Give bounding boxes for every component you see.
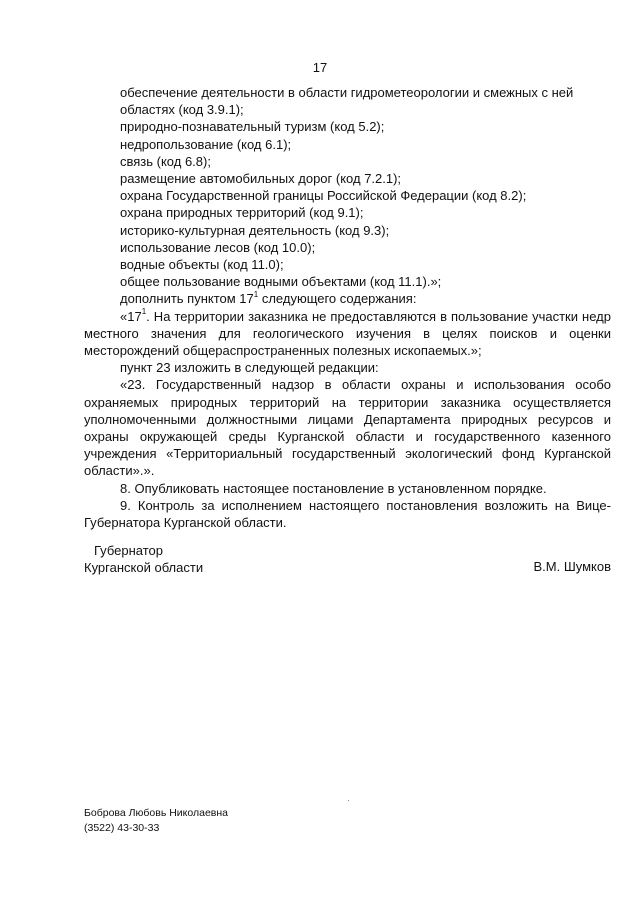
superscript: 1 <box>141 307 147 317</box>
clause-9: 9. Контроль за исполнением настоящего постановления возложить на Вице-Губернатора Курганской области. <box>84 497 611 531</box>
list-item: общее пользование водными объектами (код 11.1).»; <box>120 274 442 290</box>
superscript: 1 <box>253 290 259 300</box>
list-item: охрана природных территорий (код 9.1); <box>120 205 364 221</box>
clause-17-1 <box>84 308 611 360</box>
list-item: связь (код 6.8); <box>120 153 211 169</box>
amendment-intro-17-1 <box>84 290 611 307</box>
signature-title <box>84 542 203 576</box>
list-item: размещение автомобильных дорог (код 7.2.1); <box>120 171 402 187</box>
scan-speck <box>348 800 349 801</box>
clause-8: 8. Опубликовать настоящее постановление в установленном порядке. <box>120 480 547 496</box>
signatory-name: В.М. Шумков <box>533 559 611 574</box>
text-segment: дополнить пунктом 17 <box>120 291 254 307</box>
list-item: историко-культурная деятельность (код 9.3); <box>120 222 390 238</box>
list-item: охрана Государственной границы Российской Федерации (код 8.2); <box>120 188 527 204</box>
text-segment: следующего содержания: <box>258 291 417 307</box>
clause-23: «23. Государственный надзор в области охраны и использования особо охраняемых природных территорий на территории заказника осуществляется уполномоченными должностными лицами Департамента природных ресурсов и охраны окружающей среды Курганской области и государственного казенного учреждения «Территориальный государственный экологический фонд Курганской области».». <box>84 377 611 479</box>
document-body <box>84 84 611 531</box>
page-number: 17 <box>312 60 328 75</box>
executor-name: Боброва Любовь Николаевна <box>84 807 229 819</box>
list-item: обеспечение деятельности в области гидрометеорологии и смежных с ней областях (код 3.9.1); <box>120 85 574 118</box>
executor-phone: (3522) 43-30-33 <box>84 822 160 834</box>
list-item: природно-познавательный туризм (код 5.2); <box>120 119 385 135</box>
list-item: водные объекты (код 11.0); <box>120 257 284 273</box>
list-item: недропользование (код 6.1); <box>120 136 292 152</box>
list-item: использование лесов (код 10.0); <box>120 239 316 255</box>
signature-title-line2: Курганской области <box>84 560 204 575</box>
amendment-intro-23: пункт 23 изложить в следующей редакции: <box>120 360 379 376</box>
signature-title-line1: Губернатор <box>94 543 163 558</box>
text-segment: «17 <box>120 308 142 324</box>
executor-footer <box>84 806 228 836</box>
text-segment: . На территории заказника не предоставляются в пользование участки недр местного значения для геологического изучения в целях поисков и оценки месторождений общераспространенных полезных ископаемых.»; <box>84 308 611 359</box>
